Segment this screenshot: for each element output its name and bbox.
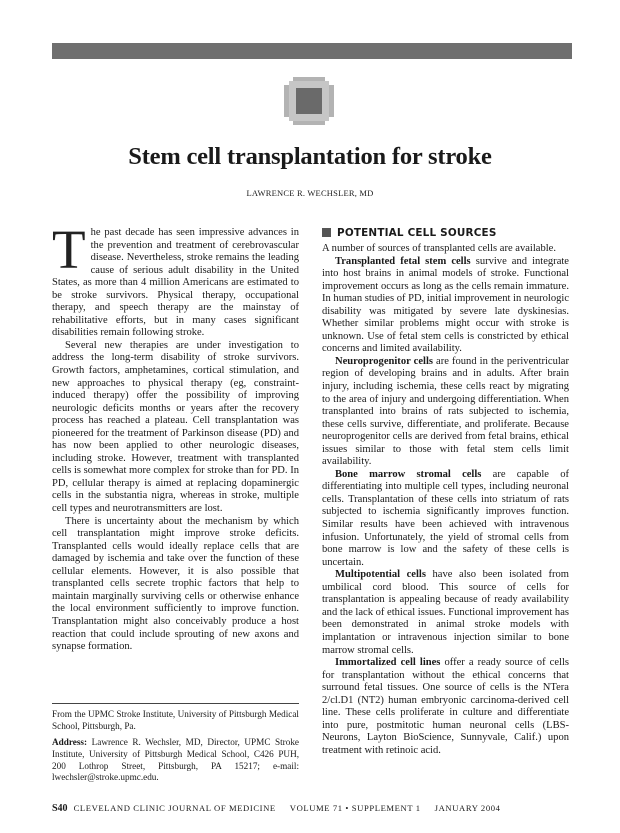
- section-heading: POTENTIAL CELL SOURCES: [322, 227, 572, 239]
- address-note: Address: Lawrence R. Wechsler, MD, Director, UPMC Stroke Institute, University of Pittsburgh Medical School, C426 PUH, 200 Lothrop Street, Pittsburgh, PA 15217; e-mail: lwechsler@stroke.upmc.edu.: [52, 737, 300, 783]
- paragraph-fetal-stem-cells: Transplanted fetal stem cells survive and integrate into host brains in animal models of stroke. Functional improvement occurs as long as the cells remain immature. In human studies of PD, initial improvement in neurologic disability was mitigated by severe late dyskinesias. Whether similar problems might occur with stroke is unknown. Use of fetal stem cells is constricted by ethical concerns and limited availability.: [322, 255, 569, 355]
- paragraph-multipotential-cells: Multipotential cells have also been isolated from umbilical cord blood. This source of cells for transplantation is appealing because of ready availability and the lack of ethical issues. Functional improvement has been demonstrated in animal stroke models with implantation or intravenous injection similar to bone marrow stromal cells.: [322, 569, 569, 656]
- paragraph-neuroprogenitor-cells: Neuroprogenitor cells are found in the periventricular region of developing brains and in adults. After brain injury, including ischemia, these cells react by migrating to the area of injury and undergoing differentiation. When transplanted into brains of rats subjected to ischemia, these cells survive, differentiate, and proliferate. Because neuroprogenitor cells are derived from fetal brains, ethical issues similar to those with fetal stem cells limit availability.: [322, 355, 569, 468]
- paragraph-mechanism: There is uncertainty about the mechanism by which cell transplantation might improve stroke deficits. Transplanted cells would ideally replace cells that are damaged by ischemia and take over the function of these cellular elements. However, it is also possible that transplanted cells secrete trophic factors that help to maintain marginally surviving cells or otherwise enhance the local environment sufficiently to improve function. Transplantation might also conceivably produce a host reaction that could include sprouting of new axons and synapse formation.: [52, 515, 299, 653]
- sources-intro: A number of sources of transplanted cells are available.: [322, 243, 556, 254]
- left-column: [52, 219, 299, 654]
- page-footer: [52, 803, 592, 814]
- journal-emblem-icon: [284, 77, 334, 125]
- page-number: S40: [52, 803, 68, 814]
- article-title: Stem cell transplantation for stroke: [128, 143, 492, 170]
- affiliation-note: From the UPMC Stroke Institute, University of Pittsburgh Medical School, Pittsburgh, Pa.: [52, 709, 299, 731]
- author-byline: LAWRENCE R. WECHSLER, MD: [246, 188, 374, 198]
- paragraph-therapies: Several new therapies are under investigation to address the long-term disability of stroke survivors. Growth factors, amphetamines, cortical stimulation, and new approaches to physical therapy (eg, constraint-induced therapy) offer the possibility of improving neurologic deficits months or years after the recovery process has reached a plateau. Cell transplantation was pioneered for the treatment of Parkinson disease (PD) and has now been applied to other neurologic diseases, including stroke. However, treatment with transplanted cells is somewhat more complex for stroke than for PD. In PD, cellular therapy is aimed at replacing dopaminergic cells in the substantia nigra, whereas in stroke, multiple cell types and neurotransmitters are lost.: [52, 339, 299, 515]
- footnote-divider: [52, 703, 299, 704]
- right-column: [322, 243, 569, 757]
- drop-cap: T: [52, 219, 86, 280]
- journal-name: CLEVELAND CLINIC JOURNAL OF MEDICINE: [73, 803, 276, 813]
- intro-paragraph: The past decade has seen impressive advances in the prevention and treatment of cerebrovascular disease. Nevertheless, stroke remains the leading cause of serious adult disability in the United States, as more than 4 million Americans are estimated to be stroke survivors. Physical therapy, occupational therapy, and speech therapy are the mainstay of rehabilitative efforts, but in many cases significant disabilities remain following stroke.: [52, 219, 299, 339]
- header-bar: [52, 43, 572, 59]
- square-bullet-icon: [322, 228, 331, 237]
- issue-date: JANUARY 2004: [434, 803, 501, 813]
- paragraph-immortalized-cell-lines: Immortalized cell lines offer a ready source of cells for transplantation without the ethical concerns that surround fetal tissues. One source of cells is the NTera 2/cl.D1 (NT2) human embryonic carcinoma-derived cell line. These cells proliferate in culture and differentiate into pure, postmitotic human neuronal cells (LBS-Neurons, Layton BioScience, Sunnyvale, Calif.) upon treatment with retinoic acid.: [322, 657, 569, 756]
- paragraph-bone-marrow-stromal-cells: Bone marrow stromal cells are capable of differentiating into multiple cell types, including neuronal cells. Transplantation of these cells into striatum of rats subjected to ischemia significantly improves function. Similar results have been achieved with intravenous infusion. Unfortunately, the yield of stromal cells from bone marrow is low and the safety of these cells is uncertain.: [322, 468, 569, 568]
- volume-info: VOLUME 71 • SUPPLEMENT 1: [289, 803, 421, 813]
- address-label: Address:: [52, 737, 88, 747]
